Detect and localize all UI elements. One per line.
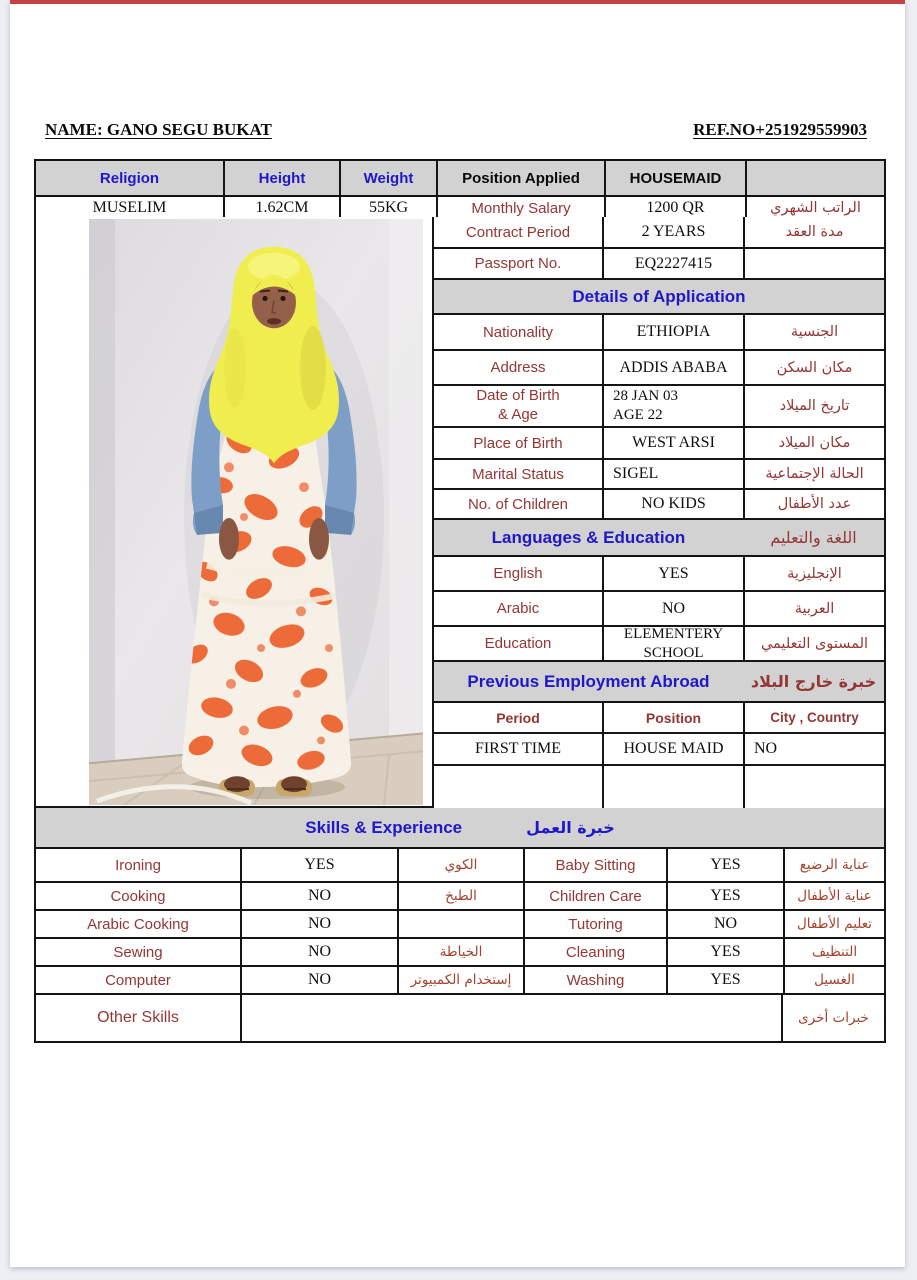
- marital-status-value: SIGEL: [602, 460, 743, 488]
- employment-city-country-value: NO: [743, 734, 884, 764]
- address-value: ADDIS ABABA: [602, 351, 743, 384]
- period-header: Period: [496, 709, 540, 726]
- passport-arabic-label: [743, 249, 884, 278]
- employment-headers-row: [434, 701, 884, 732]
- skills-table: [34, 808, 886, 1043]
- skill-row-cooking: [36, 881, 884, 909]
- washing-arabic-label: الغسيل: [783, 967, 884, 993]
- children-care-arabic-label: عناية الأطفال: [783, 883, 884, 909]
- baby-sitting-value: YES: [666, 849, 783, 881]
- marital-status-arabic-label: الحالة الإجتماعية: [743, 460, 884, 488]
- skills-section-title: Skills & Experience: [305, 817, 463, 837]
- employment-section-header: [434, 660, 884, 701]
- application-details-panel: [434, 217, 886, 810]
- education-value: [602, 627, 743, 660]
- washing-value: YES: [666, 967, 783, 993]
- other-skills-arabic-label: خبرات أخرى: [781, 995, 884, 1041]
- passport-row: [434, 247, 884, 278]
- children-arabic-label: عدد الأطفال: [743, 490, 884, 518]
- nationality-arabic-label: الجنسية: [743, 315, 884, 349]
- address-row: [434, 349, 884, 384]
- languages-section-header: [434, 518, 884, 555]
- passport-label: Passport No.: [474, 255, 562, 272]
- cleaning-value: YES: [666, 939, 783, 965]
- english-label: English: [493, 565, 543, 582]
- skill-row-computer: [36, 965, 884, 993]
- education-value-line2: SCHOOL: [643, 644, 704, 661]
- ironing-value: YES: [240, 849, 397, 881]
- other-skills-empty-cell: [240, 995, 781, 1041]
- skills-section-header: [36, 808, 884, 847]
- education-row: [434, 625, 884, 660]
- computer-value: NO: [240, 967, 397, 993]
- nationality-label: Nationality: [482, 323, 554, 341]
- weight-value: 55KG: [339, 197, 436, 219]
- english-value: YES: [602, 557, 743, 590]
- other-skills-row: [36, 993, 884, 1041]
- employment-empty-period: [434, 766, 602, 808]
- ironing-label: Ironing: [115, 856, 161, 874]
- children-value: NO KIDS: [602, 490, 743, 518]
- monthly-salary-label: Monthly Salary: [436, 197, 604, 219]
- document-page: [10, 0, 905, 1267]
- education-value-line1: ELEMENTERY: [623, 625, 724, 642]
- children-label: No. of Children: [467, 495, 569, 513]
- children-care-value: YES: [666, 883, 783, 909]
- nationality-row: [434, 313, 884, 349]
- dob-value-line2: AGE 22: [613, 407, 663, 423]
- arabic-label: Arabic: [496, 600, 540, 617]
- employment-empty-city: [743, 766, 884, 808]
- place-of-birth-arabic-label: مكان الميلاد: [743, 428, 884, 458]
- baby-sitting-arabic-label: عناية الرضيع: [783, 849, 884, 881]
- skills-section-arabic-title: خبرة العمل: [526, 818, 615, 837]
- arabic-cooking-arabic-label: [397, 911, 523, 937]
- arabic-value: NO: [602, 592, 743, 625]
- computer-arabic-label: إستخدام الكمبيوتر: [397, 967, 523, 993]
- cooking-label: Cooking: [110, 887, 166, 905]
- dob-arabic-label: تاريخ الميلاد: [743, 386, 884, 426]
- position-header: Position: [602, 703, 743, 732]
- employment-section-arabic-title: خبرة خارج البلاد: [750, 672, 877, 691]
- place-of-birth-label: Place of Birth: [473, 434, 563, 452]
- employment-row: [434, 732, 884, 764]
- skill-row-sewing: [36, 937, 884, 965]
- tutoring-arabic-label: تعليم الأطفال: [783, 911, 884, 937]
- employment-section-title: Previous Employment Abroad: [467, 671, 710, 691]
- arabic-row: [434, 590, 884, 625]
- sewing-label: Sewing: [113, 943, 163, 961]
- children-row: [434, 488, 884, 518]
- tutoring-label: Tutoring: [523, 911, 666, 937]
- religion-value: MUSELIM: [92, 199, 167, 216]
- top-table: [34, 159, 886, 221]
- computer-label: Computer: [105, 971, 171, 989]
- contract-period-value: 2 YEARS: [602, 217, 743, 247]
- arabic-cooking-label: Arabic Cooking: [87, 915, 189, 933]
- top-table-values-row: [36, 195, 884, 219]
- ironing-arabic-label: الكوي: [397, 849, 523, 881]
- education-label: Education: [484, 635, 552, 652]
- dob-row: [434, 384, 884, 426]
- other-skills-label: Other Skills: [97, 1009, 179, 1026]
- arabic-arabic-label: العربية: [743, 592, 884, 625]
- education-arabic-label: المستوى التعليمي: [743, 627, 884, 660]
- skill-row-arabic-cooking: [36, 909, 884, 937]
- marital-status-label: Marital Status: [472, 465, 564, 483]
- washing-label: Washing: [523, 967, 666, 993]
- place-of-birth-value: WEST ARSI: [602, 428, 743, 458]
- weight-header: Weight: [339, 161, 436, 195]
- employment-empty-row: [434, 764, 884, 808]
- skills-title-cell: [36, 808, 884, 847]
- position-applied-header: Position Applied: [436, 161, 604, 195]
- top-table-empty-header-cell: [745, 161, 884, 195]
- sewing-arabic-label: الخياطة: [397, 939, 523, 965]
- tutoring-value: NO: [666, 911, 783, 937]
- cooking-value: NO: [240, 883, 397, 909]
- contract-period-arabic-label: مدة العقد: [743, 217, 884, 247]
- employment-position-value: HOUSE MAID: [602, 734, 743, 764]
- height-value: 1.62CM: [223, 197, 339, 219]
- children-care-label: Children Care: [523, 883, 666, 909]
- address-arabic-label: مكان السكن: [743, 351, 884, 384]
- applicant-photo: [89, 219, 423, 805]
- baby-sitting-label: Baby Sitting: [523, 849, 666, 881]
- dob-label-line2: & Age: [497, 406, 539, 423]
- religion-header: Religion: [99, 169, 160, 187]
- photo-cell: [34, 217, 434, 808]
- dob-value: [602, 386, 743, 426]
- languages-section-title: Languages & Education: [491, 527, 686, 547]
- place-of-birth-row: [434, 426, 884, 458]
- monthly-salary-arabic-label: الراتب الشهري: [745, 197, 884, 219]
- city-country-header: City , Country: [743, 703, 884, 732]
- contract-period-row: [434, 217, 884, 247]
- languages-section-arabic-title: اللغة والتعليم: [770, 528, 857, 547]
- nationality-value: ETHIOPIA: [602, 315, 743, 349]
- dob-label: [434, 386, 602, 426]
- skill-row-ironing: [36, 847, 884, 881]
- top-table-header-row: [36, 161, 884, 195]
- contract-period-label: Contract Period: [465, 223, 571, 241]
- employment-period-value: FIRST TIME: [474, 740, 562, 757]
- cooking-arabic-label: الطبخ: [397, 883, 523, 909]
- details-section-header: [434, 278, 884, 313]
- cleaning-arabic-label: التنظيف: [783, 939, 884, 965]
- details-section-title: Details of Application: [572, 286, 746, 306]
- english-arabic-label: الإنجليزية: [743, 557, 884, 590]
- document-header: [45, 120, 867, 140]
- dob-label-line1: Date of Birth: [476, 387, 560, 405]
- address-label: Address: [490, 359, 546, 376]
- applicant-name: NAME: GANO SEGU BUKAT: [45, 120, 272, 139]
- reference-number: REF.NO+251929559903: [693, 120, 867, 139]
- sewing-value: NO: [240, 939, 397, 965]
- height-header: Height: [223, 161, 339, 195]
- monthly-salary-value: 1200 QR: [604, 197, 745, 219]
- cleaning-label: Cleaning: [523, 939, 666, 965]
- dob-value-line1: 28 JAN 03: [613, 388, 679, 405]
- passport-value: EQ2227415: [602, 249, 743, 278]
- marital-status-row: [434, 458, 884, 488]
- arabic-cooking-value: NO: [240, 911, 397, 937]
- employment-empty-position: [602, 766, 743, 808]
- english-row: [434, 555, 884, 590]
- position-applied-value: HOUSEMAID: [604, 161, 745, 195]
